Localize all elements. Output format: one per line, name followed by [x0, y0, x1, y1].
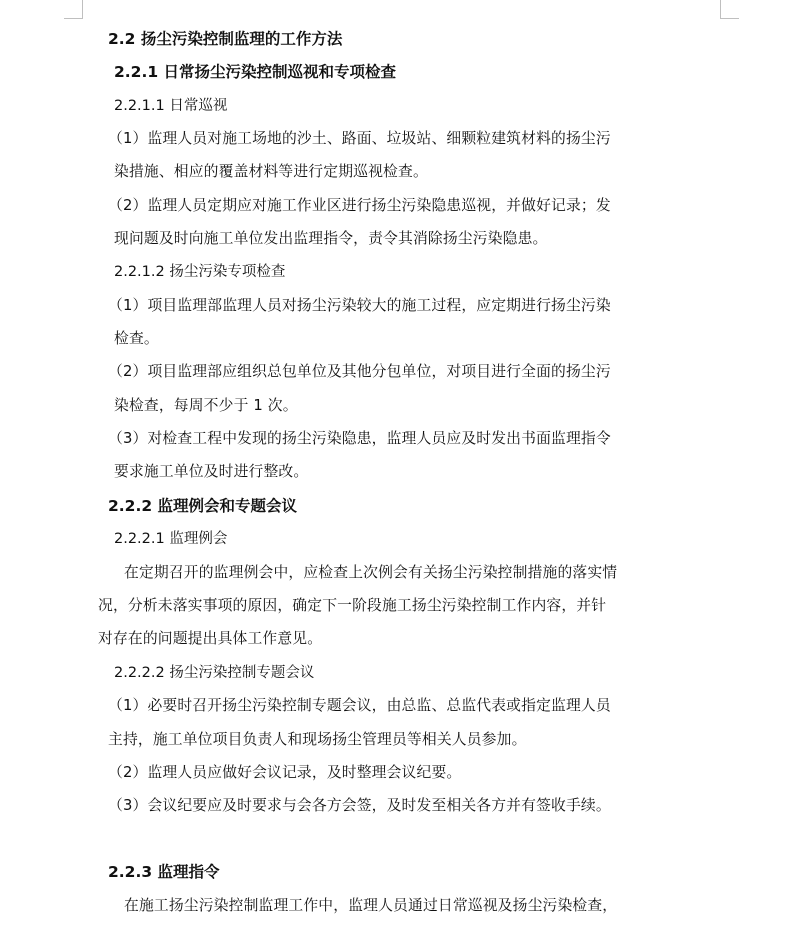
paragraph-line: 对存在的问题提出具体工作意见。: [98, 630, 323, 647]
sub-subsection-heading: 2.2.2.1 监理例会: [114, 531, 228, 547]
paragraph-line: 要求施工单位及时进行整改。: [114, 463, 309, 480]
paragraph-line: （1）必要时召开扬尘污染控制专题会议，由总监、总监代表或指定监理人员: [108, 697, 611, 714]
paragraph-line: （1）监理人员对施工场地的沙土、路面、垃圾站、细颗粒建筑材料的扬尘污: [108, 130, 611, 147]
sub-subsection-heading: 2.2.2.2 扬尘污染控制专题会议: [114, 665, 315, 681]
paragraph-line: 现问题及时向施工单位发出监理指令，责令其消除扬尘污染隐患。: [114, 230, 548, 247]
paragraph-line: 染措施、相应的覆盖材料等进行定期巡视检查。: [114, 163, 428, 180]
paragraph-line: 在施工扬尘污染控制监理工作中，监理人员通过日常巡视及扬尘污染检查，: [124, 897, 618, 914]
paragraph-line: 在定期召开的监理例会中，应检查上次例会有关扬尘污染控制措施的落实情: [124, 564, 618, 581]
paragraph-line: 染检查，每周不少于 1 次。: [114, 397, 298, 414]
sub-subsection-heading: 2.2.1.2 扬尘污染专项检查: [114, 264, 286, 280]
paragraph-line: （3）会议纪要应及时要求与会各方会签，及时发至相关各方并有签收手续。: [108, 797, 611, 814]
page-corner-mark-left: [64, 0, 83, 19]
paragraph-line: （2）项目监理部应组织总包单位及其他分包单位，对项目进行全面的扬尘污: [108, 363, 611, 380]
paragraph-line: 检查。: [114, 330, 159, 347]
paragraph-line: （2）监理人员定期应对施工作业区进行扬尘污染隐患巡视，并做好记录；发: [108, 197, 611, 214]
paragraph-line: 况，分析未落实事项的原因，确定下一阶段施工扬尘污染控制工作内容，并针: [98, 597, 607, 614]
section-heading: 2.2.3 监理指令: [108, 863, 220, 881]
paragraph-line: （3）对检查工程中发现的扬尘污染隐患，监理人员应及时发出书面监理指令: [108, 430, 611, 447]
sub-subsection-heading: 2.2.1.1 日常巡视: [114, 98, 228, 114]
section-heading: 2.2 扬尘污染控制监理的工作方法: [108, 30, 343, 48]
page-corner-mark-right: [720, 0, 739, 19]
paragraph-line: 主持，施工单位项目负责人和现场扬尘管理员等相关人员参加。: [108, 731, 527, 748]
paragraph-line: （2）监理人员应做好会议记录，及时整理会议纪要。: [108, 764, 462, 781]
section-heading: 2.2.2 监理例会和专题会议: [108, 497, 298, 515]
paragraph-line: （1）项目监理部监理人员对扬尘污染较大的施工过程，应定期进行扬尘污染: [108, 297, 611, 314]
subsection-heading: 2.2.1 日常扬尘污染控制巡视和专项检查: [114, 63, 397, 81]
